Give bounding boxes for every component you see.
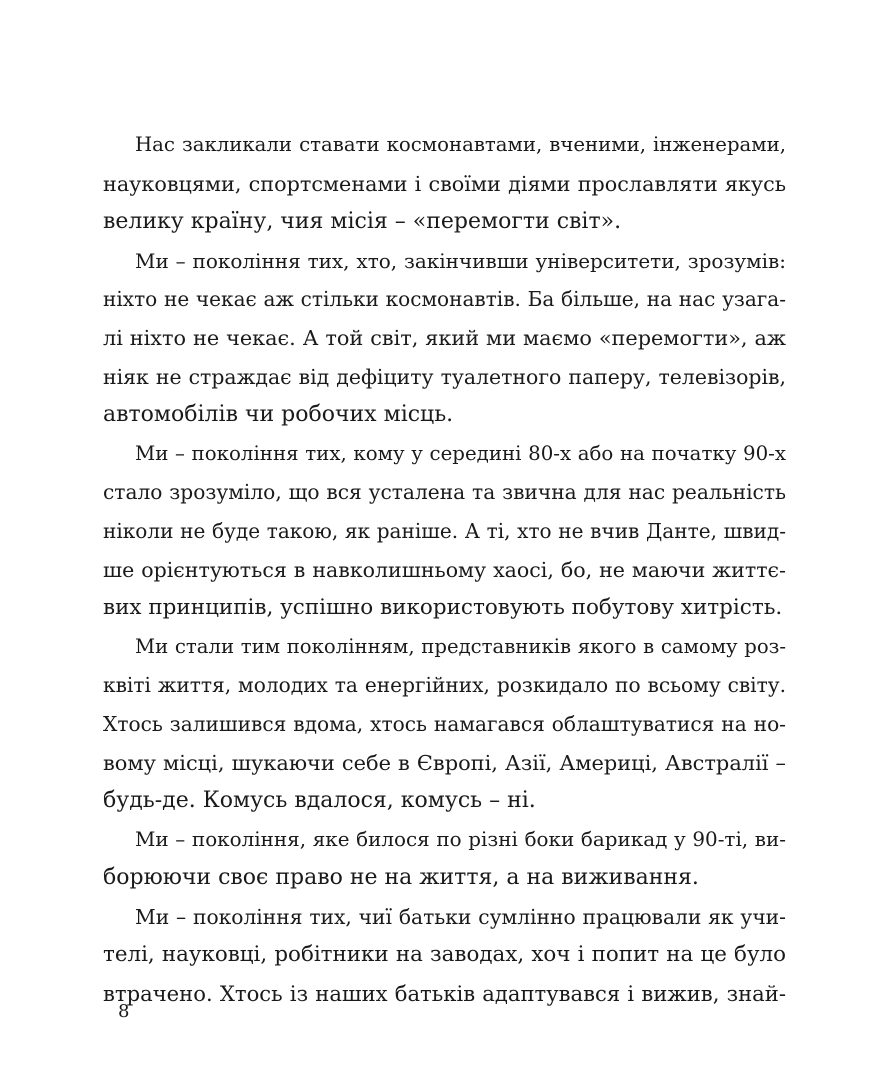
text-line: лі ніхто не чекає. А той світ, який ми маємо «перемогти», аж — [103, 325, 786, 350]
paragraph — [103, 628, 786, 821]
text-line: будь-де. Комусь вдалося, комусь – ні. — [103, 788, 536, 814]
text-line: автомобілів чи робочих місць. — [103, 402, 454, 428]
text-line: вому місці, шукаючи себе в Європі, Азії, Америці, Австралії – — [103, 750, 786, 775]
body-text — [103, 126, 786, 1014]
paragraph — [103, 242, 786, 435]
text-line: науковцями, спортсменами і своїми діями прославляти якусь — [103, 171, 786, 196]
text-line: ніхто не чекає аж стільки космонавтів. Ба більше, на нас узага- — [103, 287, 786, 312]
text-line: велику країну, чия місія – «перемогти світ». — [103, 209, 622, 235]
text-line: вих принципів, успішно використовують побутову хитрість. — [103, 595, 783, 621]
text-line: квіті життя, молодих та енергійних, розкидало по всьому світу. — [103, 673, 786, 698]
text-line: телі, науковці, робітники на заводах, хоч і попит на це було — [103, 942, 786, 968]
paragraph — [103, 898, 786, 1014]
paragraph — [103, 126, 786, 242]
text-line: Ми – покоління тих, чиї батьки сумлінно працювали як учи- — [135, 904, 786, 929]
text-line: стало зрозуміло, що вся усталена та звична для нас реальність — [103, 480, 786, 505]
text-line: борюючи своє право не на життя, а на виживання. — [103, 865, 699, 891]
text-line: Хтось залишився вдома, хтось намагався облаштуватися на но- — [103, 711, 786, 736]
text-line: ше орієнтуються в навколишньому хаосі, бо, не маючи життє- — [103, 557, 786, 582]
text-line: втрачено. Хтось із наших батьків адаптувався і вижив, знай- — [103, 981, 786, 1007]
paragraph — [103, 435, 786, 628]
text-line: Ми – покоління тих, кому у середині 80-х або на початку 90-х — [135, 441, 786, 465]
text-line: ніколи не буде такою, як раніше. А ті, хто не вчив Данте, швид- — [103, 518, 786, 543]
text-line: Нас закликали ставати космонавтами, вченими, інженерами, — [135, 133, 786, 156]
paragraph — [103, 821, 786, 898]
page-number: 8 — [118, 1001, 130, 1022]
text-line: Ми стали тим поколінням, представників якого в самому роз- — [135, 634, 786, 658]
text-line: Ми – покоління, яке билося по різні боки барикад у 90-ті, ви- — [135, 827, 786, 851]
text-line: ніяк не страждає від дефіциту туалетного паперу, телевізорів, — [103, 364, 786, 389]
text-line: Ми – покоління тих, хто, закінчивши університети, зрозумів: — [135, 248, 786, 273]
